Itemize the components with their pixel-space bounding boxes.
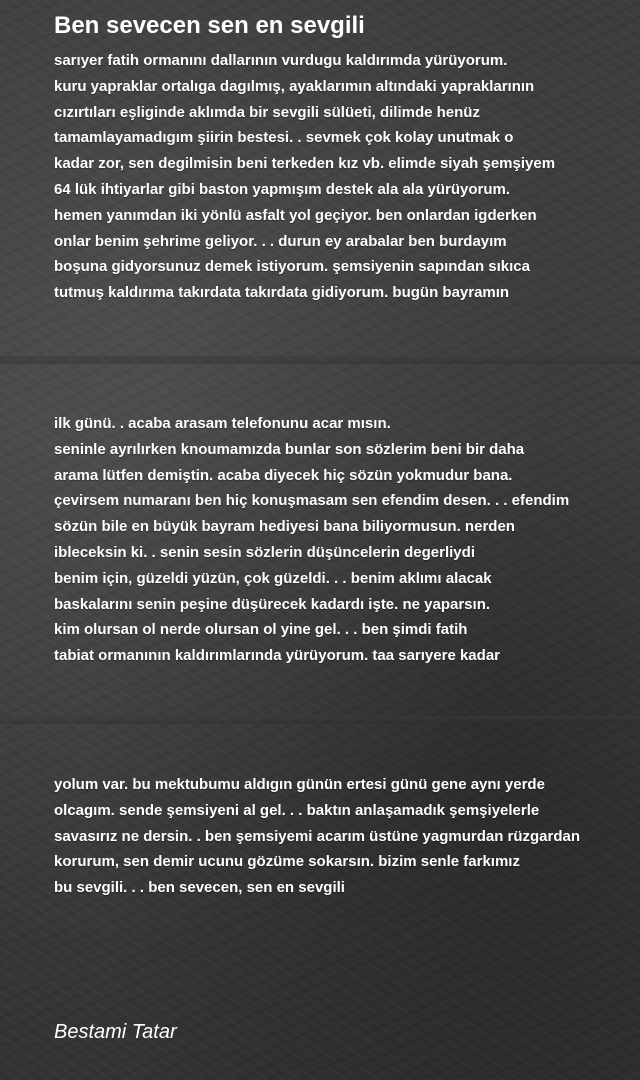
- poem-stanza-1: [54, 48, 634, 306]
- poem-line: benim için, güzeldi yüzün, çok güzeldi. . . benim aklımı alacak: [54, 569, 492, 587]
- poem-line: ibleceksin ki. . senin sesin sözlerin düşüncelerin degerliydi: [54, 543, 475, 561]
- poem-line: kadar zor, sen degilmisin beni terkeden kız vb. elimde siyah şemşiyem: [54, 155, 556, 173]
- poem-line: onlar benim şehrime geliyor. . . durun ey arabalar ben burdayım: [54, 232, 507, 250]
- poem-line: bu sevgili. . . ben sevecen, sen en sevgili: [54, 879, 345, 897]
- poem-author: Bestami Tatar: [54, 1021, 177, 1043]
- poem-line: boşuna gidyorsunuz demek istiyorum. şemsiyenin sapından sıkıca: [54, 258, 530, 276]
- poem-line: kim olursan ol nerde olursan ol yine gel. . . ben şimdi fatih: [54, 621, 468, 639]
- poem-line: tutmuş kaldırıma takırdata takırdata gidiyorum. bugün bayramın: [54, 284, 510, 302]
- poem-line: olcagım. sende şemsiyeni al gel. . . baktın anlaşamadık şemşiyelerle: [54, 801, 540, 819]
- poem-line: çevirsem numaranı ben hiç konuşmasam sen efendim desen. . . efendim: [54, 492, 570, 510]
- poem-line: savasırız ne dersin. . ben şemsiyemi acarım üstüne yagmurdan rüzgardan: [54, 827, 581, 845]
- poem-line: cızırtıları eşliginde aklımda bir sevgili sülüeti, dilimde henüz: [54, 103, 480, 121]
- poem-line: 64 lük ihtiyarlar gibi baston yapmışım destek ala ala yürüyorum.: [54, 180, 510, 198]
- poem-line: arama lütfen demiştin. acaba diyecek hiç sözün yokmudur bana.: [54, 466, 513, 484]
- section-divider: [0, 716, 640, 724]
- poem-line: kuru yapraklar ortalıga dagılmış, ayaklarımın altındaki yapraklarının: [54, 77, 535, 95]
- poem-line: hemen yanımdan iki yönlü asfalt yol geçiyor. ben onlardan igderken: [54, 206, 537, 224]
- poem-line: yolum var. bu mektubumu aldıgın günün ertesi günü gene aynı yerde: [54, 776, 545, 793]
- poem-title: Ben sevecen sen en sevgili: [54, 12, 365, 39]
- poem-stanza-3: [54, 772, 634, 901]
- poem-line: sözün bile en büyük bayram hediyesi bana biliyormusun. nerden: [54, 518, 515, 536]
- poem-line: sarıyer fatih ormanını dallarının vurdugu kaldırımda yürüyorum.: [54, 52, 508, 69]
- poem-line: tamamlayamadıgım şiirin bestesi. . sevmek çok kolay unutmak o: [54, 129, 514, 147]
- poem-line: korurum, sen demir ucunu gözüme sokarsın. bizim senle farkımız: [54, 853, 520, 871]
- poem-line: seninle ayrılırken knoumamızda bunlar son sözlerim beni bir daha: [54, 440, 525, 458]
- poem-line: baskalarını senin peşine düşürecek kadardı işte. ne yaparsın.: [54, 595, 491, 613]
- poem-line: ilk günü. . acaba arasam telefonunu acar mısın.: [54, 415, 391, 432]
- poem-stanza-2: [54, 411, 634, 669]
- poem-line: tabiat ormanının kaldırımlarında yürüyorum. taa sarıyere kadar: [54, 647, 500, 665]
- section-divider: [0, 356, 640, 364]
